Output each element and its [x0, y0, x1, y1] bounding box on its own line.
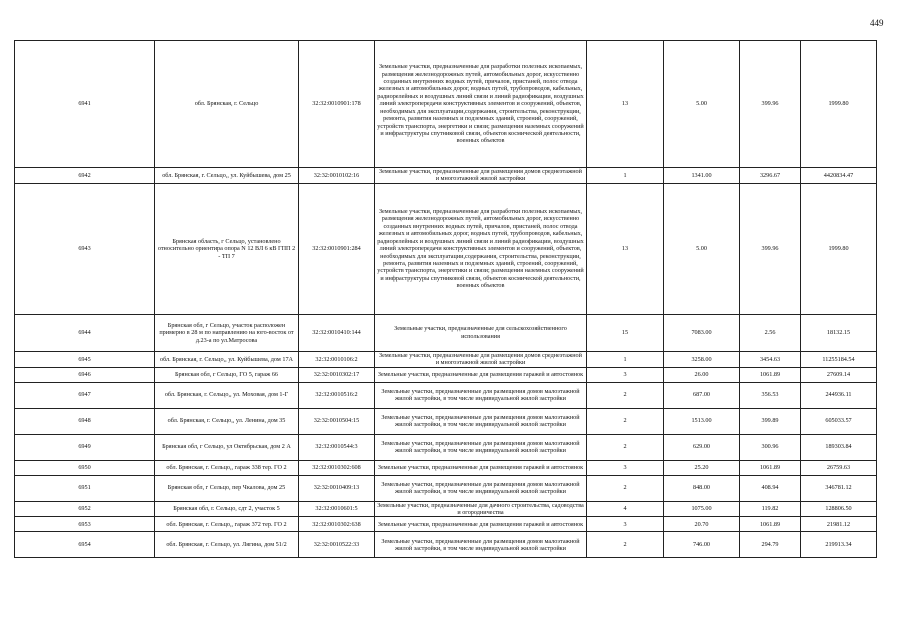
group-code-cell: 13: [587, 41, 664, 168]
group-code-cell: 2: [587, 434, 664, 460]
group-code-cell: 2: [587, 382, 664, 408]
cadastral-value-table: [14, 40, 877, 558]
specific-value-cell: 1061.89: [740, 460, 801, 475]
area-cell: 7083.00: [664, 314, 740, 351]
specific-value-cell: 399.96: [740, 41, 801, 168]
table-row: [15, 367, 877, 382]
address-cell: Брянская обл, г Сельцо, ул Октябрьская, дом 2 А: [155, 434, 299, 460]
address-cell: обл. Брянская, г. Сельцо: [155, 41, 299, 168]
table-row: [15, 475, 877, 501]
group-code-cell: 2: [587, 408, 664, 434]
specific-value-cell: 399.96: [740, 183, 801, 314]
land-purpose-cell: Земельные участки, предназначенные для дачного строительства, садоводства и огородничества: [375, 501, 587, 517]
area-cell: 1075.00: [664, 501, 740, 517]
land-purpose-cell: Земельные участки, предназначенные для разработки полезных ископаемых, размещения железнодорожных путей, автомобильных дорог, искусственно созданных внутренних водных путей, причалов, пристаней, полос отвода железных и автомобильных дорог, водных путей, трубопроводов, кабельных, радиорелейных и воздушных линий связи и линий радиофикации, воздушных линий электропередачи конструктивных элементов и сооружений, объектов, необходимых для эксплуатации,содержания, строительства, реконструкции, ремонта, развития наземных и подземных зданий, строений, сооружений, устройств транспорта, энергетики и связи; размещения наземных сооружений и инфраструктуры спутниковой связи, объектов космической деятельности, военных объектов: [375, 183, 587, 314]
address-cell: Брянская обл, г Сельцо, участок расположен примерно в 28 м по направлению на юго-восток от д.23-а по ул.Матросова: [155, 314, 299, 351]
row-number-cell: 6949: [15, 434, 155, 460]
cadastral-number-cell: 32:32:0010544:3: [299, 434, 375, 460]
address-cell: обл. Брянская, г. Сельцо,, гараж 372 тер. ГО 2: [155, 517, 299, 532]
address-cell: Брянская область, г Сельцо, установлено относительно ориентира опора N 12 ВЛ 6 кВ ГПП 2 - ТП 7: [155, 183, 299, 314]
cadastral-value-cell: 346781.12: [801, 475, 877, 501]
specific-value-cell: 300.96: [740, 434, 801, 460]
cadastral-value-cell: 26759.63: [801, 460, 877, 475]
table-row: [15, 532, 877, 558]
cadastral-value-cell: 128806.50: [801, 501, 877, 517]
area-cell: 687.00: [664, 382, 740, 408]
land-purpose-cell: Земельные участки, предназначенные для сельскохозяйственного использования: [375, 314, 587, 351]
land-purpose-cell: Земельные участки, предназначенные для размещения домов малоэтажной жилой застройки, в том числе индивидуальной жилой застройки: [375, 532, 587, 558]
cadastral-value-cell: 1999.80: [801, 41, 877, 168]
address-cell: обл. Брянская, г. Сельцо,, гараж 338 тер. ГО 2: [155, 460, 299, 475]
cadastral-number-cell: 32:32:0010302:17: [299, 367, 375, 382]
cadastral-number-cell: 32:32:0010901:284: [299, 183, 375, 314]
land-purpose-cell: Земельные участки, предназначенные для размещения гаражей и автостоянок: [375, 517, 587, 532]
cadastral-value-cell: 4420834.47: [801, 168, 877, 184]
row-number-cell: 6953: [15, 517, 155, 532]
row-number-cell: 6945: [15, 351, 155, 367]
table-row: [15, 168, 877, 184]
land-purpose-cell: Земельные участки, предназначенные для размещения домов малоэтажной жилой застройки, в том числе индивидуальной жилой застройки: [375, 475, 587, 501]
row-number-cell: 6947: [15, 382, 155, 408]
address-cell: Брянская обл, г Сельцо, ГО 5, гараж 66: [155, 367, 299, 382]
cadastral-number-cell: 32:32:0010504:15: [299, 408, 375, 434]
group-code-cell: 3: [587, 460, 664, 475]
area-cell: 746.00: [664, 532, 740, 558]
address-cell: обл. Брянская, г. Сельцо, ул. Лягина, дом 51/2: [155, 532, 299, 558]
area-cell: 5.00: [664, 41, 740, 168]
specific-value-cell: 2.56: [740, 314, 801, 351]
group-code-cell: 13: [587, 183, 664, 314]
specific-value-cell: 408.94: [740, 475, 801, 501]
cadastral-value-cell: 189303.84: [801, 434, 877, 460]
row-number-cell: 6941: [15, 41, 155, 168]
land-purpose-cell: Земельные участки, предназначенные для размещения домов малоэтажной жилой застройки, в том числе индивидуальной жилой застройки: [375, 382, 587, 408]
table-row: [15, 351, 877, 367]
row-number-cell: 6948: [15, 408, 155, 434]
land-purpose-cell: Земельные участки, предназначенные для разработки полезных ископаемых, размещения железнодорожных путей, автомобильных дорог, искусственно созданных внутренних водных путей, причалов, пристаней, полос отвода железных и автомобильных дорог, водных путей, трубопроводов, кабельных, радиорелейных и воздушных линий связи и линий радиофикации, воздушных линий электропередачи конструктивных элементов и сооружений, объектов, необходимых для эксплуатации,содержания, строительства, реконструкции, ремонта, развития наземных и подземных зданий, строений, сооружений, устройств транспорта, энергетики и связи; размещения наземных сооружений и инфраструктуры спутниковой связи, объектов космической деятельности, военных объектов: [375, 41, 587, 168]
specific-value-cell: 399.89: [740, 408, 801, 434]
specific-value-cell: 1061.89: [740, 367, 801, 382]
row-number-cell: 6943: [15, 183, 155, 314]
table-row: [15, 408, 877, 434]
land-purpose-cell: Земельные участки, предназначенные для размещения домов среднеэтажной и многоэтажной жилой застройки: [375, 168, 587, 184]
row-number-cell: 6951: [15, 475, 155, 501]
area-cell: 25.20: [664, 460, 740, 475]
table-row: [15, 517, 877, 532]
cadastral-value-cell: 219913.34: [801, 532, 877, 558]
area-cell: 20.70: [664, 517, 740, 532]
cadastral-value-cell: 605033.57: [801, 408, 877, 434]
cadastral-number-cell: 32:32:0010601:5: [299, 501, 375, 517]
row-number-cell: 6942: [15, 168, 155, 184]
specific-value-cell: 3454.63: [740, 351, 801, 367]
cadastral-value-cell: 18132.15: [801, 314, 877, 351]
cadastral-value-cell: 11255184.54: [801, 351, 877, 367]
address-cell: обл. Брянская, г. Сельцо,, ул. Ленина, дом 35: [155, 408, 299, 434]
specific-value-cell: 3296.67: [740, 168, 801, 184]
specific-value-cell: 119.82: [740, 501, 801, 517]
row-number-cell: 6944: [15, 314, 155, 351]
area-cell: 1341.00: [664, 168, 740, 184]
table-body: [15, 41, 877, 558]
table-row: [15, 382, 877, 408]
cadastral-number-cell: 32:32:0010106:2: [299, 351, 375, 367]
area-cell: 629.00: [664, 434, 740, 460]
row-number-cell: 6952: [15, 501, 155, 517]
area-cell: 26.00: [664, 367, 740, 382]
cadastral-value-cell: 21981.12: [801, 517, 877, 532]
address-cell: обл. Брянская, г. Сельцо,, ул. Куйбышева, дом 17А: [155, 351, 299, 367]
cadastral-value-cell: 27609.14: [801, 367, 877, 382]
cadastral-number-cell: 32:32:0010516:2: [299, 382, 375, 408]
address-cell: обл. Брянская, г. Сельцо,, ул. Моховая, дом 1-Г: [155, 382, 299, 408]
group-code-cell: 4: [587, 501, 664, 517]
group-code-cell: 1: [587, 168, 664, 184]
area-cell: 5.00: [664, 183, 740, 314]
group-code-cell: 1: [587, 351, 664, 367]
table-row: [15, 314, 877, 351]
area-cell: 848.00: [664, 475, 740, 501]
group-code-cell: 2: [587, 532, 664, 558]
cadastral-number-cell: 32:32:0010901:178: [299, 41, 375, 168]
cadastral-value-cell: 1999.80: [801, 183, 877, 314]
group-code-cell: 3: [587, 517, 664, 532]
land-purpose-cell: Земельные участки, предназначенные для размещения гаражей и автостоянок: [375, 460, 587, 475]
cadastral-number-cell: 32:32:0010410:144: [299, 314, 375, 351]
page-number: 449: [870, 18, 884, 28]
cadastral-number-cell: 32:32:0010102:16: [299, 168, 375, 184]
address-cell: Брянская обл, г Сельцо, пер Чкалова, дом 25: [155, 475, 299, 501]
specific-value-cell: 1061.89: [740, 517, 801, 532]
cadastral-number-cell: 32:32:0010302:608: [299, 460, 375, 475]
address-cell: Брянская обл, г. Сельцо, сдт 2, участок 5: [155, 501, 299, 517]
table-row: [15, 183, 877, 314]
area-cell: 3258.00: [664, 351, 740, 367]
cadastral-number-cell: 32:32:0010409:13: [299, 475, 375, 501]
row-number-cell: 6950: [15, 460, 155, 475]
land-purpose-cell: Земельные участки, предназначенные для размещения гаражей и автостоянок: [375, 367, 587, 382]
area-cell: 1513.00: [664, 408, 740, 434]
table-row: [15, 460, 877, 475]
group-code-cell: 15: [587, 314, 664, 351]
cadastral-number-cell: 32:32:0010302:638: [299, 517, 375, 532]
table-row: [15, 41, 877, 168]
specific-value-cell: 294.79: [740, 532, 801, 558]
address-cell: обл. Брянская, г. Сельцо,, ул. Куйбышева, дом 25: [155, 168, 299, 184]
land-purpose-cell: Земельные участки, предназначенные для размещения домов малоэтажной жилой застройки, в том числе индивидуальной жилой застройки: [375, 434, 587, 460]
cadastral-number-cell: 32:32:0010522:33: [299, 532, 375, 558]
table-row: [15, 434, 877, 460]
group-code-cell: 2: [587, 475, 664, 501]
row-number-cell: 6954: [15, 532, 155, 558]
cadastral-value-cell: 244936.11: [801, 382, 877, 408]
group-code-cell: 3: [587, 367, 664, 382]
row-number-cell: 6946: [15, 367, 155, 382]
specific-value-cell: 356.53: [740, 382, 801, 408]
land-purpose-cell: Земельные участки, предназначенные для размещения домов среднеэтажной и многоэтажной жилой застройки: [375, 351, 587, 367]
table-row: [15, 501, 877, 517]
land-purpose-cell: Земельные участки, предназначенные для размещения домов малоэтажной жилой застройки, в том числе индивидуальной жилой застройки: [375, 408, 587, 434]
